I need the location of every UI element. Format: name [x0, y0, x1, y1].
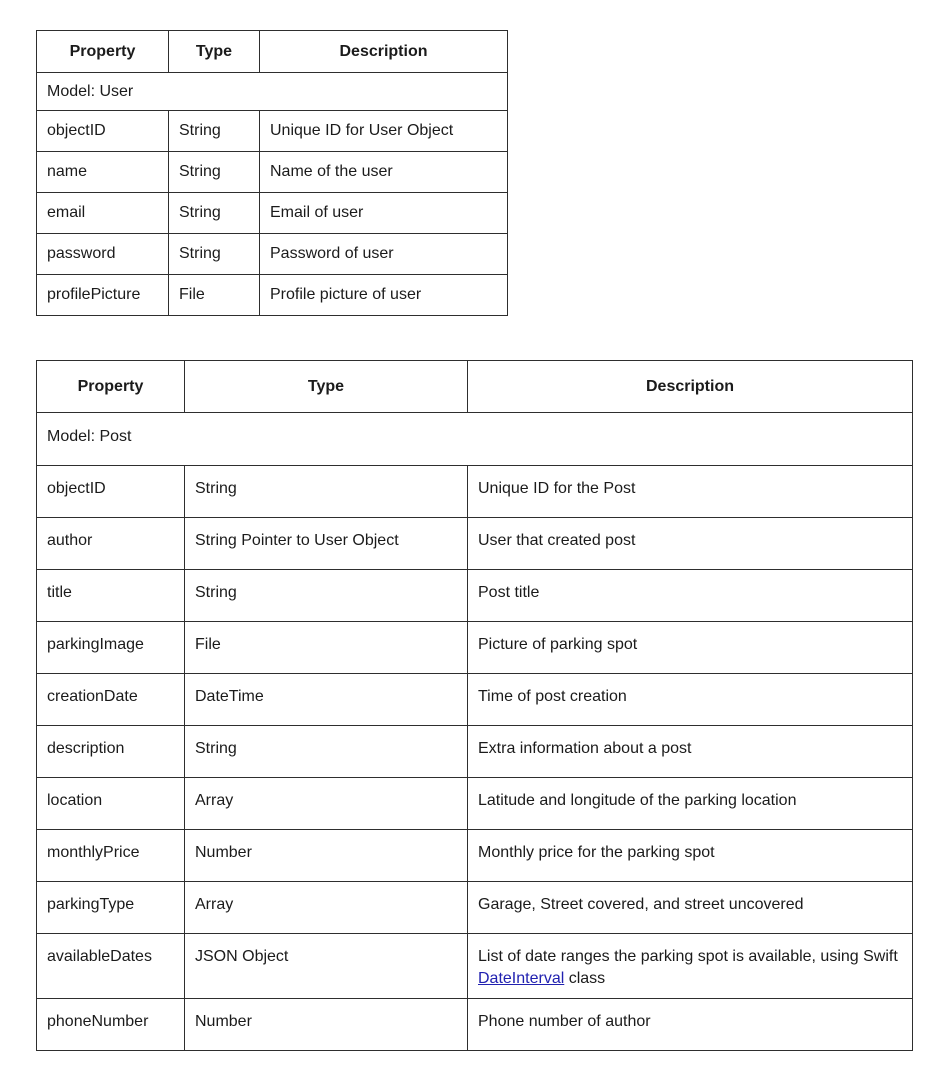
cell-property: objectID [37, 111, 169, 152]
cell-description: Email of user [260, 193, 508, 234]
cell-type: JSON Object [185, 934, 468, 999]
cell-property: profilePicture [37, 275, 169, 316]
table-row [37, 466, 913, 518]
cell-type: DateTime [185, 674, 468, 726]
cell-type: Array [185, 778, 468, 830]
table-row [37, 999, 913, 1051]
cell-description: Phone number of author [468, 999, 913, 1051]
table-row [37, 726, 913, 778]
cell-type: String [169, 111, 260, 152]
user-col-header-property: Property [37, 31, 169, 73]
cell-property: objectID [37, 466, 185, 518]
cell-description: Extra information about a post [468, 726, 913, 778]
cell-description: Picture of parking spot [468, 622, 913, 674]
table-row [37, 111, 508, 152]
table-row [37, 830, 913, 882]
table-row [37, 934, 913, 999]
cell-type: String [169, 193, 260, 234]
post-model-table [36, 360, 913, 1051]
cell-property: location [37, 778, 185, 830]
user-table-title-row [37, 73, 508, 111]
cell-description: Monthly price for the parking spot [468, 830, 913, 882]
table-row [37, 882, 913, 934]
post-col-header-type: Type [185, 361, 468, 413]
table-row [37, 778, 913, 830]
dateinterval-link[interactable]: DateInterval [478, 970, 565, 987]
post-col-header-property: Property [37, 361, 185, 413]
cell-property: parkingType [37, 882, 185, 934]
cell-description: Name of the user [260, 152, 508, 193]
cell-property: author [37, 518, 185, 570]
cell-description: User that created post [468, 518, 913, 570]
cell-description: Unique ID for the Post [468, 466, 913, 518]
table-row [37, 570, 913, 622]
post-table-header-row [37, 361, 913, 413]
post-table-title: Model: Post [37, 413, 913, 466]
cell-description: List of date ranges the parking spot is available, using Swift DateInterval class [468, 934, 913, 999]
cell-property: parkingImage [37, 622, 185, 674]
table-row [37, 193, 508, 234]
table-row [37, 674, 913, 726]
table-row [37, 622, 913, 674]
cell-type: Number [185, 830, 468, 882]
cell-description: Profile picture of user [260, 275, 508, 316]
cell-type: String [185, 570, 468, 622]
cell-type: File [169, 275, 260, 316]
cell-type: String [169, 152, 260, 193]
post-col-header-description: Description [468, 361, 913, 413]
cell-property: name [37, 152, 169, 193]
cell-type: String [169, 234, 260, 275]
user-table-header-row [37, 31, 508, 73]
user-col-header-type: Type [169, 31, 260, 73]
cell-property: phoneNumber [37, 999, 185, 1051]
cell-property: password [37, 234, 169, 275]
user-model-table [36, 30, 508, 316]
cell-type: Number [185, 999, 468, 1051]
cell-property: email [37, 193, 169, 234]
user-col-header-description: Description [260, 31, 508, 73]
cell-description: Garage, Street covered, and street uncovered [468, 882, 913, 934]
cell-description: Post title [468, 570, 913, 622]
cell-description: Unique ID for User Object [260, 111, 508, 152]
cell-type: String [185, 726, 468, 778]
table-row [37, 275, 508, 316]
cell-property: description [37, 726, 185, 778]
cell-description: Time of post creation [468, 674, 913, 726]
table-row [37, 152, 508, 193]
user-table-title: Model: User [37, 73, 508, 111]
cell-property: title [37, 570, 185, 622]
post-table-title-row [37, 413, 913, 466]
cell-property: creationDate [37, 674, 185, 726]
table-row [37, 234, 508, 275]
cell-description: Password of user [260, 234, 508, 275]
cell-description: Latitude and longitude of the parking location [468, 778, 913, 830]
cell-type: String Pointer to User Object [185, 518, 468, 570]
table-row [37, 518, 913, 570]
cell-type: File [185, 622, 468, 674]
cell-property: availableDates [37, 934, 185, 999]
cell-property: monthlyPrice [37, 830, 185, 882]
cell-type: String [185, 466, 468, 518]
cell-type: Array [185, 882, 468, 934]
